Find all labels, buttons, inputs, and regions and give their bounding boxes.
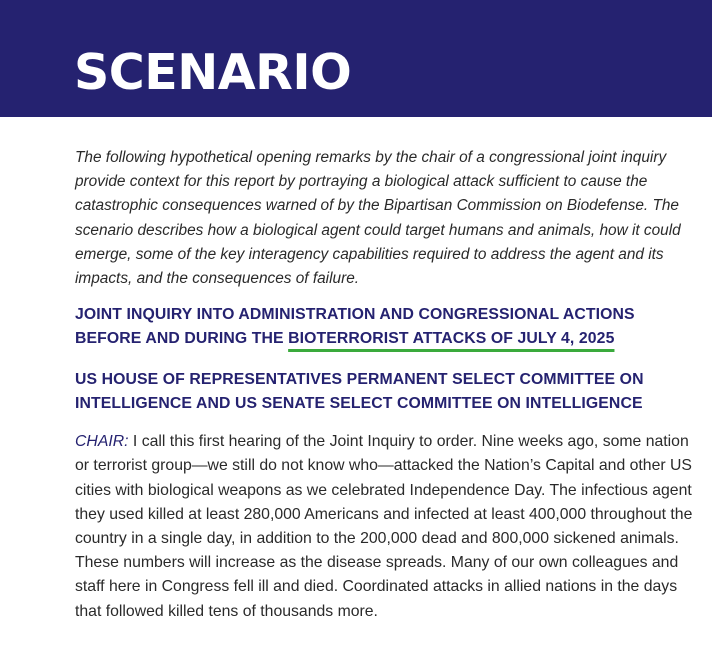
inquiry-heading xyxy=(75,303,705,351)
chair-remarks-paragraph xyxy=(75,430,705,624)
inquiry-heading-prefix: JOINT INQUIRY INTO ADMINISTRATION AND CONGRESSIONAL ACTIONS BEFORE AND DURING THE xyxy=(75,306,635,348)
page-title: SCENARIO xyxy=(74,44,352,101)
header-banner xyxy=(0,0,712,117)
inquiry-heading-underlined: BIOTERRORIST ATTACKS OF JULY 4, 2025 xyxy=(288,330,615,348)
intro-paragraph: The following hypothetical opening remarks by the chair of a congressional joint inquiry provide context for this report by portraying a biological attack sufficient to cause the catastrophic consequences warned of by the Bipartisan Commission on Biodefense. The scenario describes how a biological agent could target humans and animals, how it could emerge, some of the key interagency capabilities required to address the agent and its impacts, and the consequences of failure. xyxy=(75,149,681,288)
document-body xyxy=(75,146,705,624)
committee-heading: US HOUSE OF REPRESENTATIVES PERMANENT SELECT COMMITTEE ON INTELLIGENCE AND US SENATE SELECT COMMITTEE ON INTELLIGENCE xyxy=(75,371,644,413)
speaker-label: CHAIR: xyxy=(75,433,129,451)
chair-remarks-text: I call this first hearing of the Joint Inquiry to order. Nine weeks ago, some nation or terrorist group—we still do not know who—attacked the Nation’s Capital and other US cities with biological weapons as we celebrated Independence Day. The infectious agent they used killed at least 280,000 Americans and infected at least 400,000 throughout the country in a single day, in addition to the 200,000 dead and 800,000 sickened animals. These numbers will increase as the disease spreads. Many of our own colleagues and staff here in Congress fell ill and died. Coordinated attacks in allied nations in the days that followed killed tens of thousands more. xyxy=(75,433,693,620)
